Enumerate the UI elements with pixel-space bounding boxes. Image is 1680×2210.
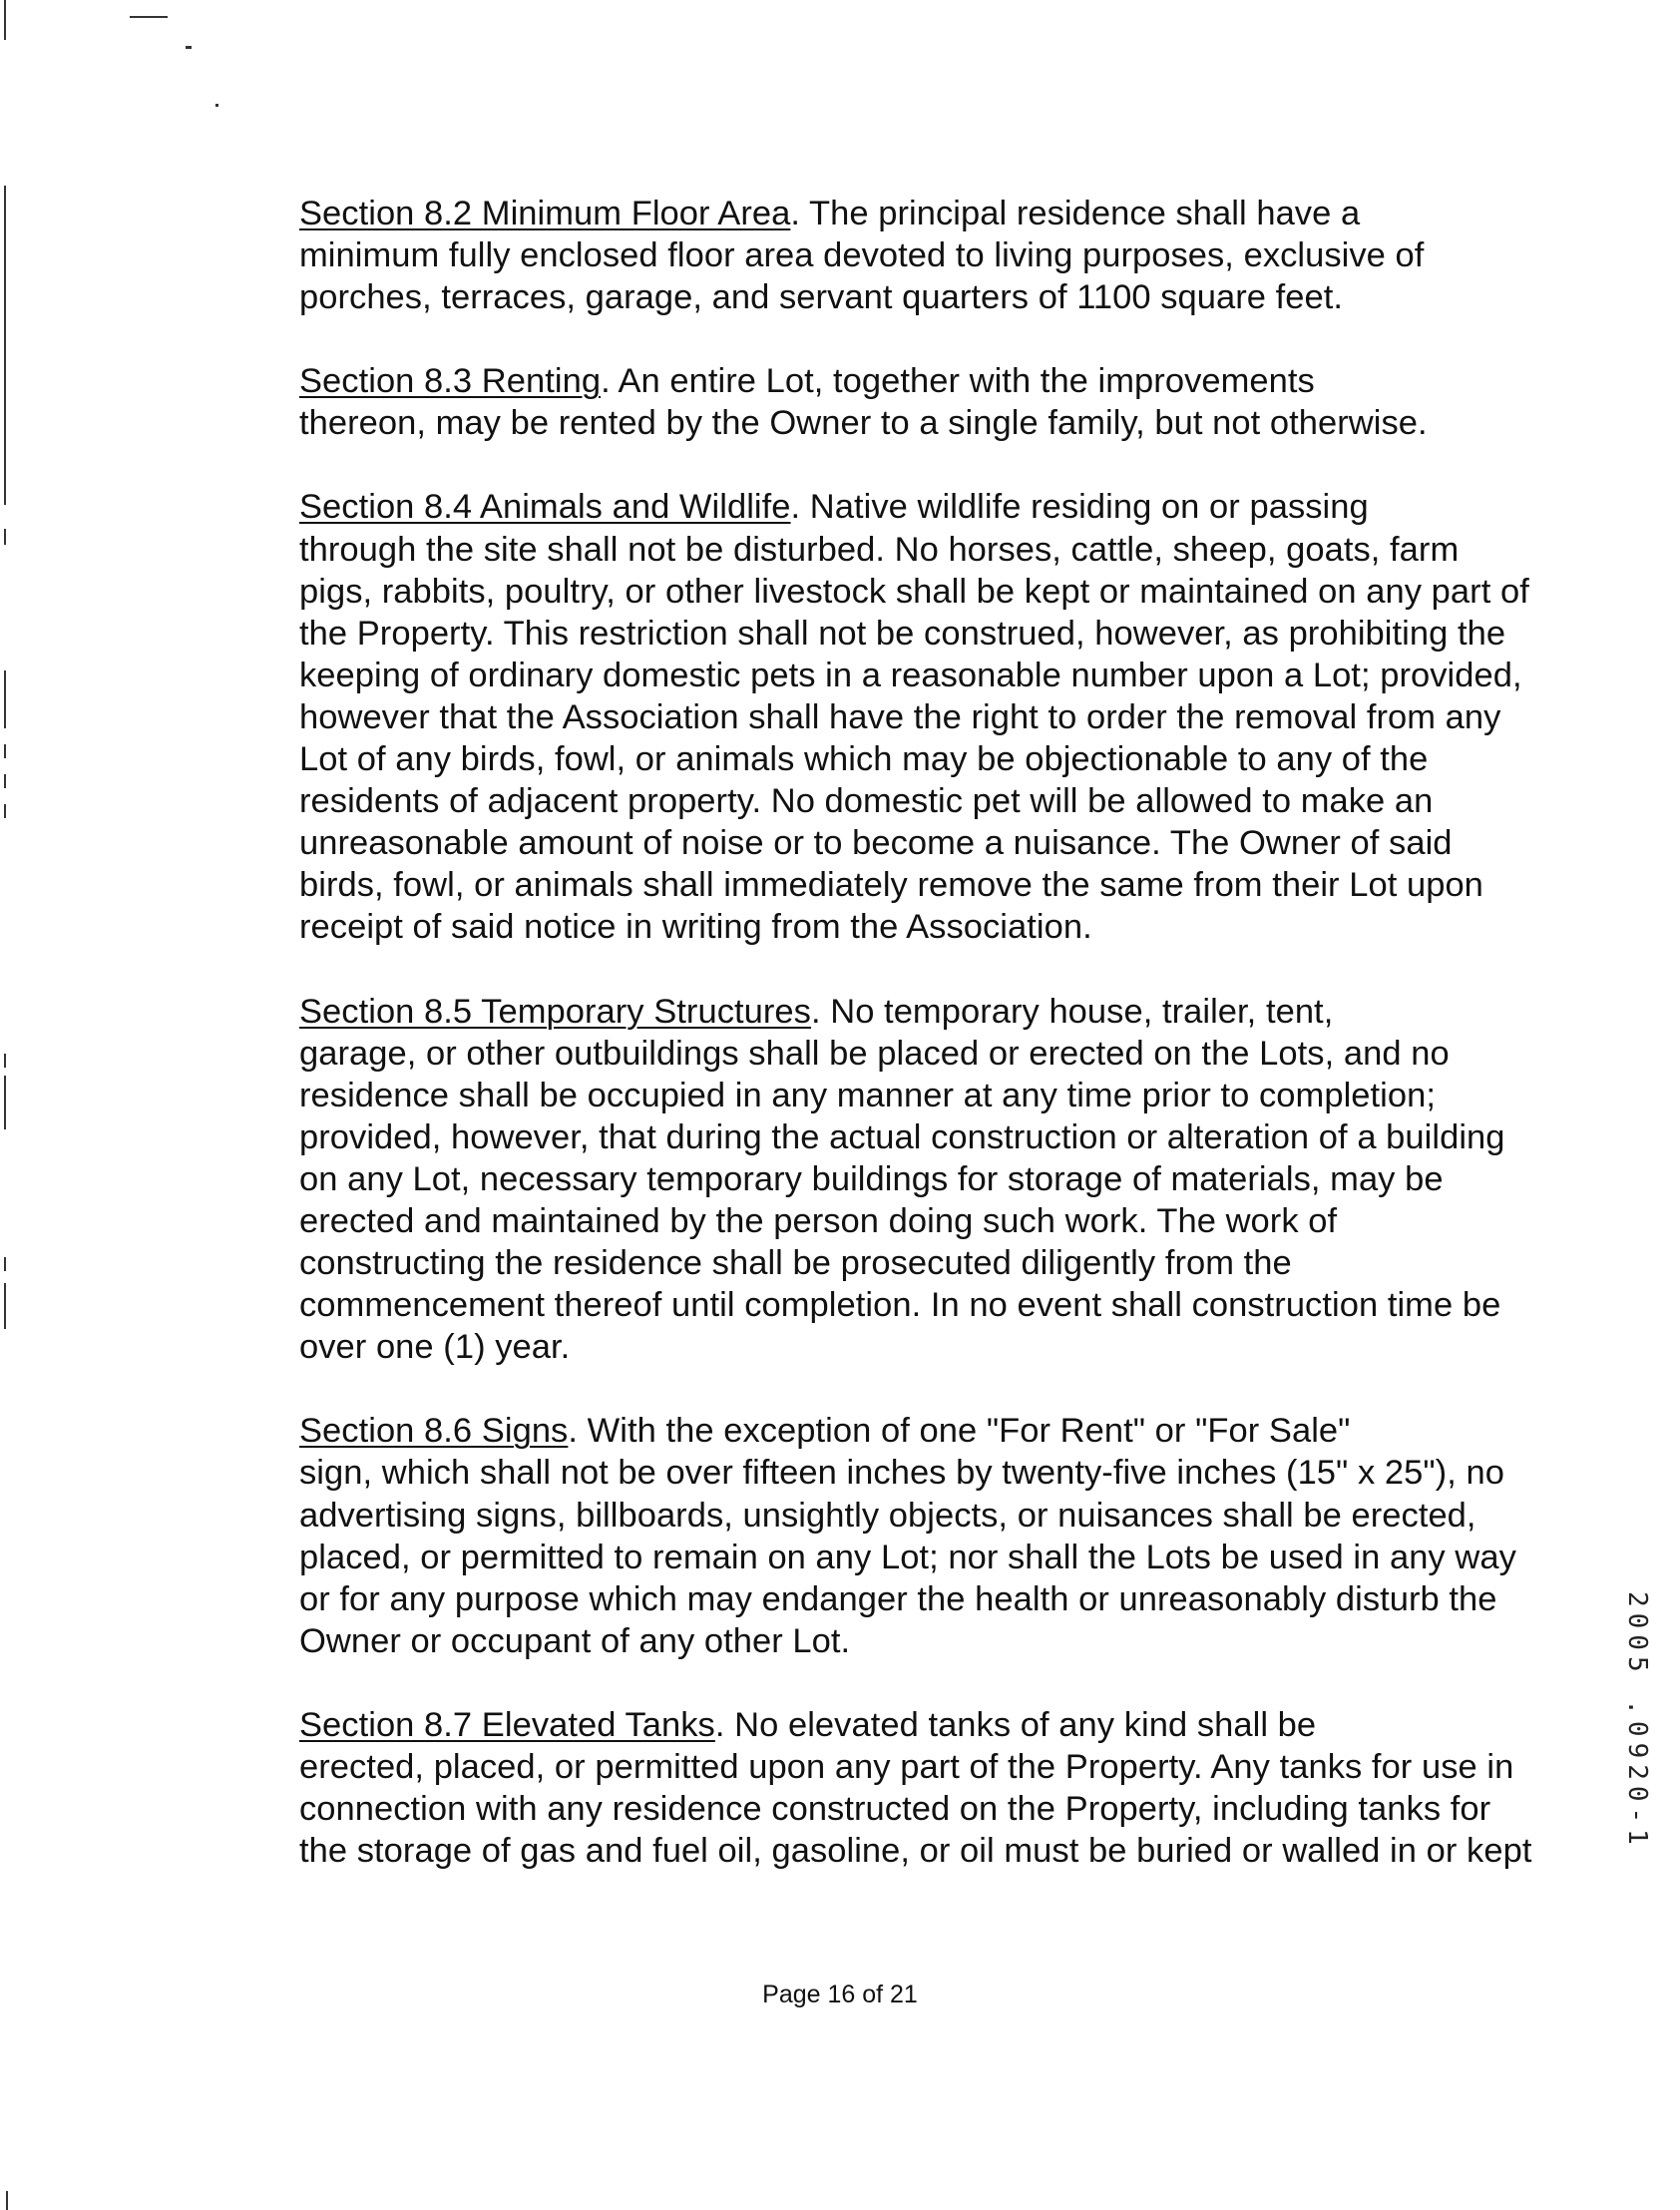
section-8-5 — [201, 991, 1505, 1369]
text-line: Lot of any birds, fowl, or animals which may be objectionable to any of the — [299, 740, 1429, 779]
text-line: constructing the residence shall be prosecuted diligently from the — [299, 1244, 1292, 1283]
section-heading: Section 8.6 Signs — [299, 1412, 569, 1451]
section-heading: Section 8.7 Elevated Tanks — [299, 1705, 715, 1744]
scan-artifact — [215, 104, 218, 107]
scan-artifact — [4, 186, 6, 505]
text-line: pigs, rabbits, poultry, or other livestock shall be kept or maintained on any part of — [299, 572, 1529, 611]
section-heading: Section 8.5 Temporary Structures — [299, 992, 811, 1031]
text-line: . No temporary house, trailer, tent, — [810, 992, 1334, 1031]
text-line: erected and maintained by the person doing such work. The work of — [299, 1201, 1338, 1240]
text-line: receipt of said notice in writing from the Association. — [299, 908, 1092, 947]
document-body — [201, 193, 1532, 1872]
text-line: . With the exception of one "For Rent" or "For Sale" — [568, 1412, 1351, 1451]
text-line: . The principal residence shall have a — [790, 195, 1361, 232]
text-line: thereon, may be rented by the Owner to a single family, but not otherwise. — [299, 404, 1428, 443]
text-line: keeping of ordinary domestic pets in a reasonable number upon a Lot; provided, — [299, 656, 1522, 694]
text-line: connection with any residence constructed on the Property, including tanks for — [299, 1790, 1491, 1829]
text-line: advertising signs, billboards, unsightly objects, or nuisances shall be erected, — [299, 1496, 1476, 1535]
scan-artifact — [6, 2191, 8, 2210]
scan-artifact — [4, 670, 6, 728]
text-line: commencement thereof until completion. In no event shall construction time be — [299, 1286, 1501, 1325]
text-line: residence shall be occupied in any manner at any time prior to completion; — [299, 1076, 1436, 1114]
page-number: Page 16 of 21 — [762, 1981, 918, 2008]
text-line: . An entire Lot, together with the improvements — [601, 362, 1315, 401]
text-line: garage, or other outbuildings shall be placed or erected on the Lots, and no — [299, 1034, 1450, 1073]
text-line: on any Lot, necessary temporary buildings for storage of materials, may be — [299, 1159, 1444, 1198]
text-line: unreasonable amount of noise or to become a nuisance. The Owner of said — [299, 824, 1453, 863]
section-8-7 — [201, 1704, 1532, 1872]
scan-artifact — [4, 1076, 6, 1129]
text-line: porches, terraces, garage, and servant quarters of 1100 square feet. — [299, 278, 1344, 317]
scan-artifact — [4, 1283, 6, 1329]
text-line: erected, placed, or permitted upon any part of the Property. Any tanks for use in — [299, 1748, 1514, 1786]
text-line: sign, which shall not be over fifteen inches by twenty-five inches (15" x 25"), no — [299, 1454, 1504, 1493]
scan-artifact — [4, 1054, 6, 1068]
text-line: however that the Association shall have the right to order the removal from any — [299, 697, 1501, 736]
text-line: . Native wildlife residing on or passing — [790, 488, 1369, 527]
text-line: . No elevated tanks of any kind shall be — [714, 1705, 1317, 1744]
page-number-footer — [0, 1981, 1680, 2009]
scan-artifact — [4, 529, 6, 545]
text-line: or for any purpose which may endanger the health or unreasonably disturb the — [299, 1579, 1497, 1618]
scan-artifact — [4, 804, 6, 818]
section-8-2 — [201, 193, 1497, 318]
section-heading: Section 8.2 Minimum Floor Area — [299, 195, 791, 232]
text-line: the storage of gas and fuel oil, gasoline, or oil must be buried or walled in or kept — [299, 1832, 1532, 1871]
text-line: through the site shall not be disturbed. No horses, cattle, sheep, goats, farm — [299, 530, 1460, 569]
scan-artifact — [130, 16, 168, 18]
text-line: residents of adjacent property. No domestic pet will be allowed to make an — [299, 782, 1434, 821]
scan-artifact — [4, 1257, 6, 1271]
text-line: provided, however, that during the actual construction or alteration of a building — [299, 1117, 1505, 1156]
margin-stamp: 2005 .0920-1 — [1622, 1591, 1652, 1851]
scan-artifact — [4, 774, 6, 788]
text-line: birds, fowl, or animals shall immediately remove the same from their Lot upon — [299, 866, 1483, 905]
section-8-4 — [201, 486, 1529, 948]
text-line: the Property. This restriction shall not be construed, however, as prohibiting the — [299, 614, 1506, 653]
section-heading: Section 8.4 Animals and Wildlife — [299, 488, 791, 527]
text-line: minimum fully enclosed floor area devoted to living purposes, exclusive of — [299, 236, 1425, 275]
scan-artifact — [4, 0, 6, 40]
text-line: placed, or permitted to remain on any Lot; nor shall the Lots be used in any way — [299, 1538, 1516, 1576]
section-8-3 — [201, 360, 1497, 444]
text-line: Owner or occupant of any other Lot. — [299, 1621, 851, 1660]
text-line: over one (1) year. — [299, 1328, 571, 1367]
scan-artifact — [4, 744, 6, 758]
scan-artifact — [186, 46, 192, 49]
section-8-6 — [201, 1410, 1516, 1662]
section-heading: Section 8.3 Renting — [299, 362, 602, 401]
